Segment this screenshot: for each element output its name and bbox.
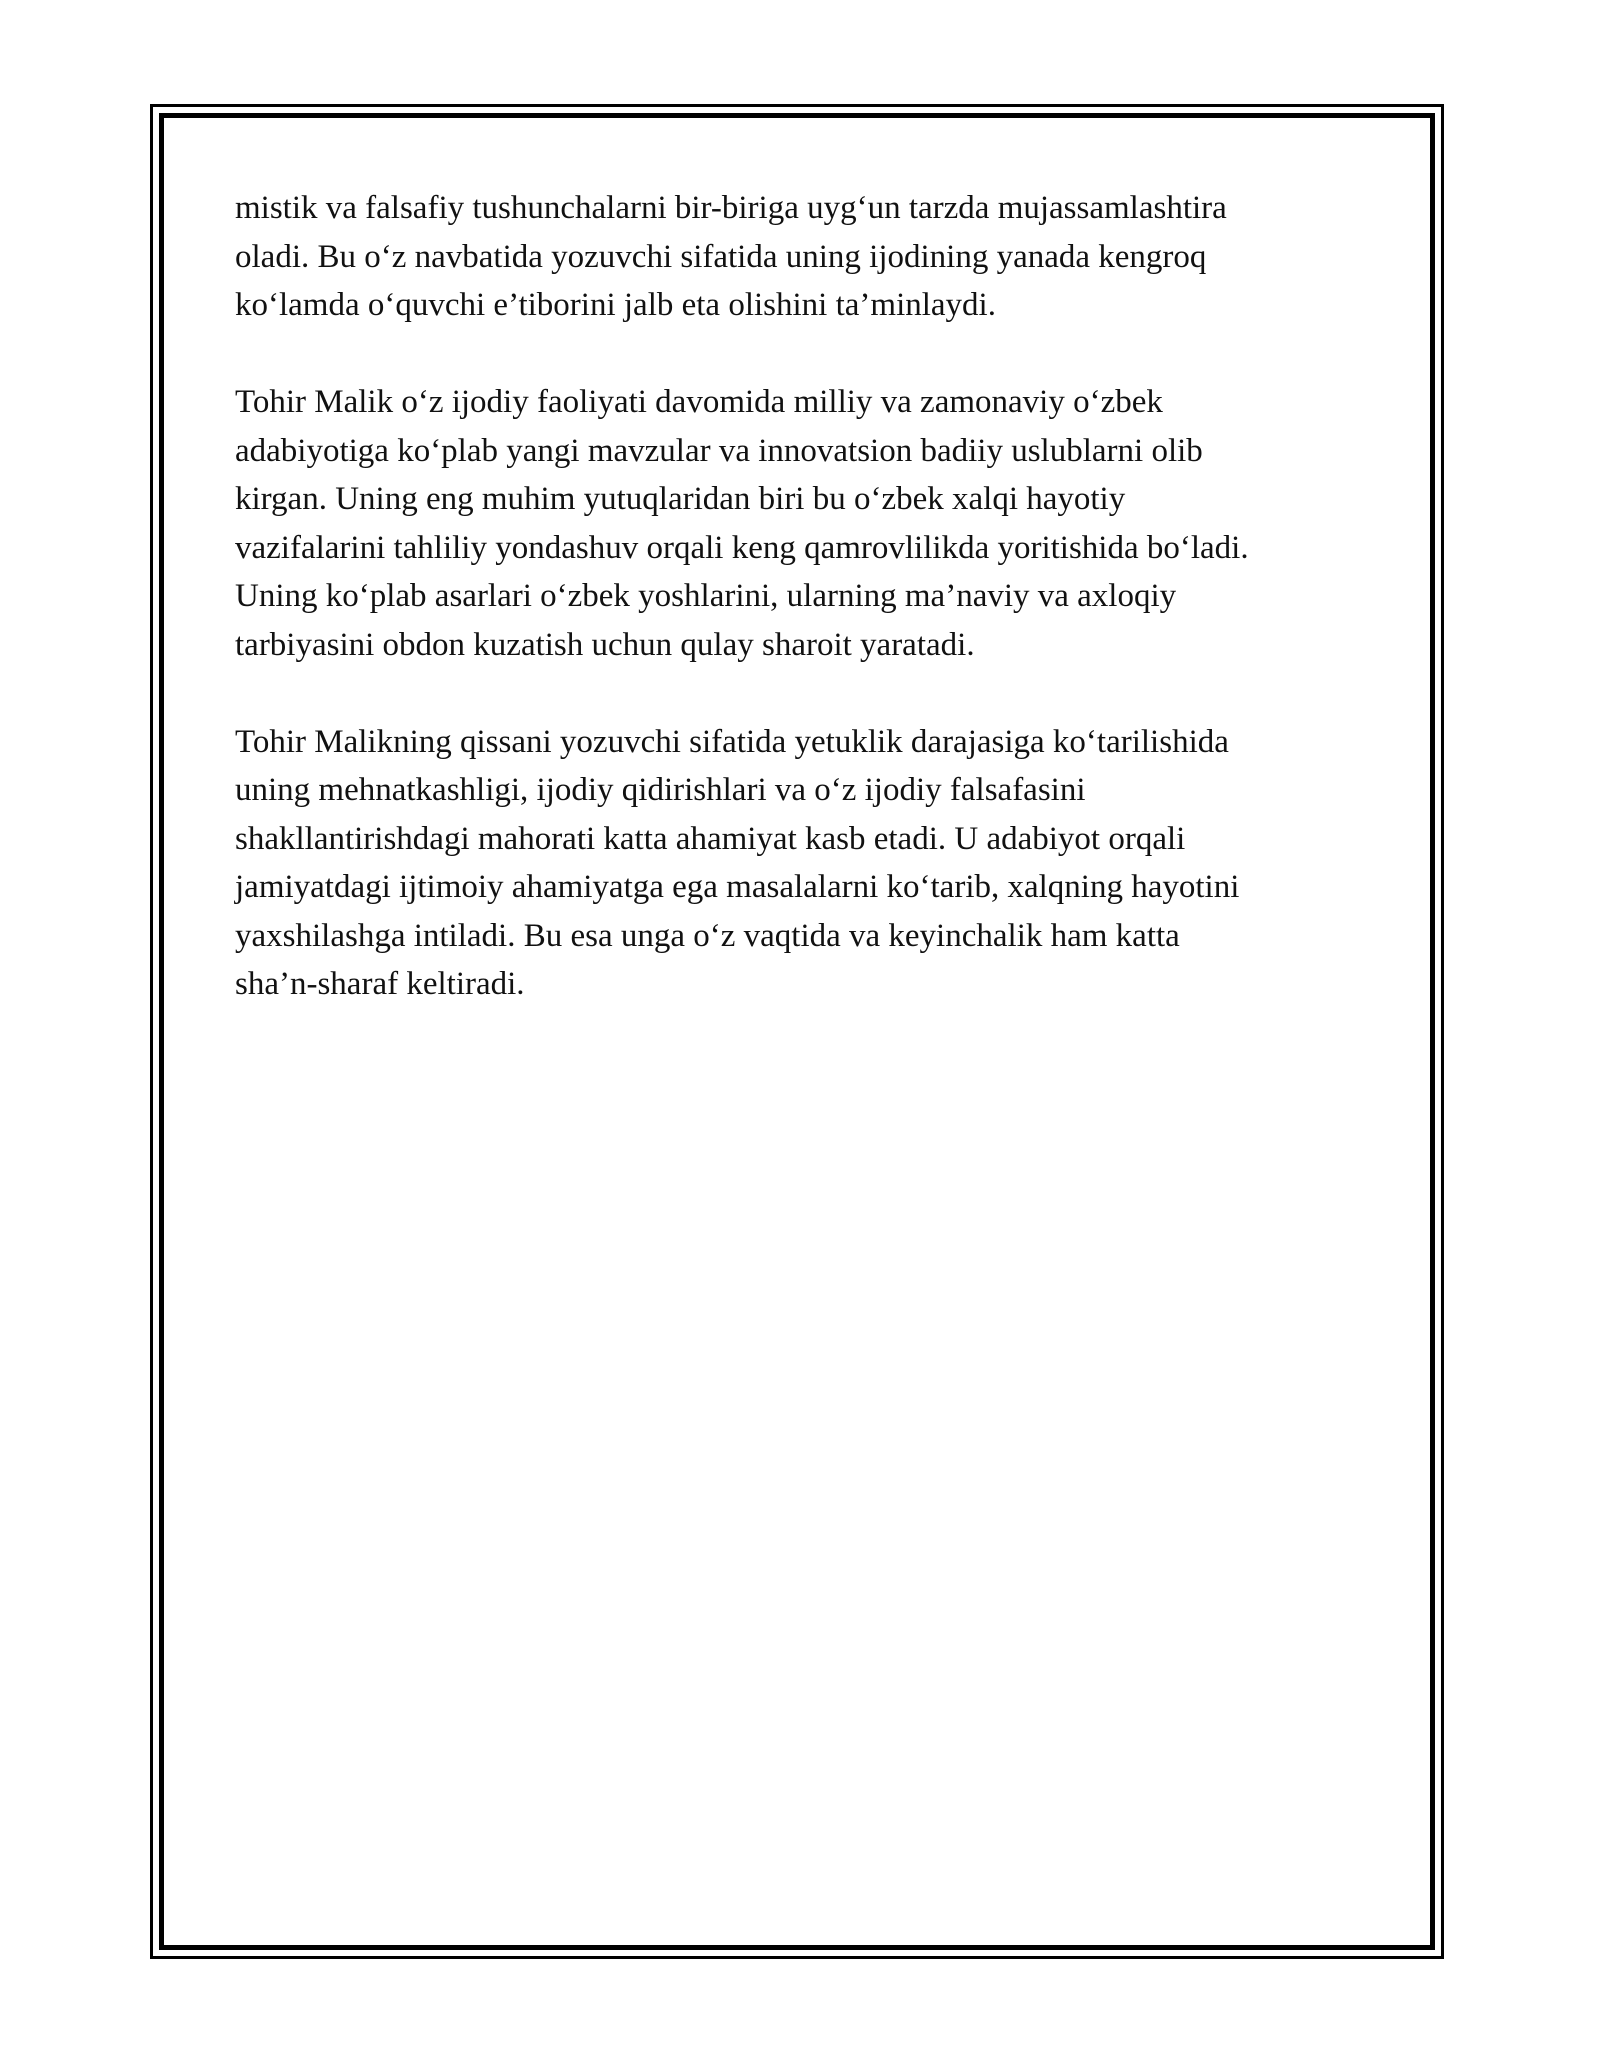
paragraph-2: Tohir Malik o‘z ijodiy faoliyati davomida milliy va zamonaviy o‘zbek adabiyotiga ko‘plab yangi mavzular va innovatsion badiiy uslublarni olib kirgan. Uning eng muhim yutuqlaridan biri bu o‘zbek xalqi hayotiy vazifalarini tahliliy yondashuv orqali keng qamrovlilikda yoritishida bo‘ladi. Uning ko‘plab asarlari o‘zbek yoshlarini, ularning ma’naviy va axloqiy tarbiyasini obdon kuzatish uchun qulay sharoit yaratadi. [235, 384, 1249, 663]
paragraph-1: mistik va falsafiy tushunchalarni bir-biriga uyg‘un tarzda mujassamlashtira oladi. Bu o‘z navbatida yozuvchi sifatida uning ijodining yanada kengroq ko‘lamda o‘quvchi e’tiborini jalb eta olishini ta’minlaydi. [235, 190, 1227, 323]
document-body [235, 184, 1375, 1057]
paragraph-3: Tohir Malikning qissani yozuvchi sifatida yetuklik darajasiga ko‘tarilishida uning mehnatkashligi, ijodiy qidirishlari va o‘z ijodiy falsafasini shakllantirishdagi mahorati katta ahamiyat kasb etadi. U adabiyot orqali jamiyatdagi ijtimoiy ahamiyatga ega masalalarni ko‘tarib, xalqning hayotini yaxshilashga intiladi. Bu esa unga o‘z vaqtida va keyinchalik ham katta sha’n-sharaf keltiradi. [235, 723, 1240, 1002]
